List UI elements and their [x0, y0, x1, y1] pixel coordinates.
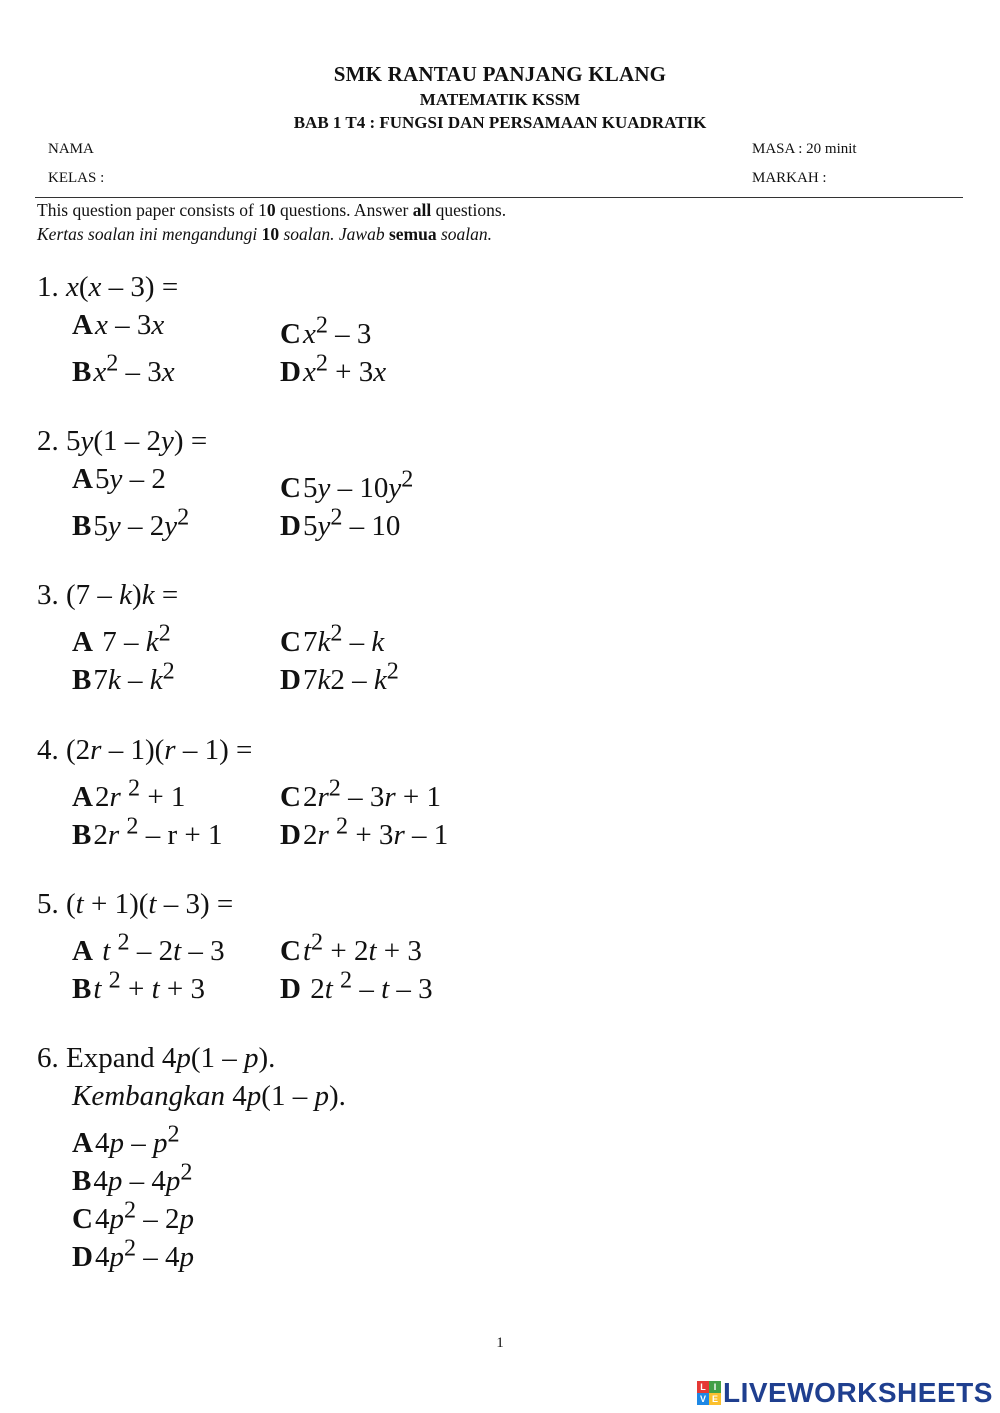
question-1 [37, 268, 387, 388]
question-6-prompt: 6. Expand 4p(1 – p). [37, 1042, 276, 1074]
option-expression: t $^2$ + t + 3 [93, 966, 206, 1005]
option-letter: B [72, 355, 92, 388]
question-6-prompt-malay: Kembangkan 4p(1 – p). [72, 1080, 346, 1112]
question-4 [37, 731, 449, 851]
option-expression: 2r $^2$ + 3r – 1 [302, 812, 449, 851]
question-5 [37, 885, 433, 1005]
option-letter: B [72, 1164, 92, 1197]
option-letter: A [72, 780, 93, 813]
marks-label: MARKAH : [752, 170, 827, 186]
option-d[interactable] [280, 498, 400, 545]
chapter-title: BAB 1 T4 : FUNGSI DAN PERSAMAAN KUADRATIK [293, 113, 707, 132]
option-expression: $x^2 - 3$ [302, 311, 372, 350]
option-letter: B [72, 818, 92, 851]
option-b[interactable] [72, 1153, 346, 1197]
option-letter: B [72, 663, 92, 696]
option-expression: $x^2 + 3x$ [302, 349, 387, 388]
option-d[interactable] [280, 652, 399, 699]
option-expression: $5y - 2y^2$ [93, 503, 190, 542]
option-letter: C [280, 317, 301, 350]
option-b[interactable] [72, 344, 175, 391]
school-name: SMK RANTAU PANJANG KLANG [333, 62, 667, 86]
option-expression: 2r $^2$ + 1 [94, 774, 186, 813]
option-letter: D [280, 818, 301, 851]
option-expression: $7 - k^2$ [94, 619, 171, 658]
option-letter: B [72, 509, 92, 542]
option-a[interactable] [72, 460, 166, 498]
option-d[interactable] [280, 807, 448, 854]
logo-mark-tile: V [697, 1393, 709, 1405]
option-expression: t $^2$ – 2t – 3 [102, 928, 225, 967]
option-letter: A [72, 309, 93, 341]
option-letter: D [280, 509, 301, 542]
option-b[interactable] [72, 961, 205, 1008]
logo-mark-tile: L [697, 1381, 709, 1393]
option-expression: $4p^2 - 4p$ [94, 1234, 195, 1273]
option-letter: D [280, 355, 301, 388]
option-expression: $5y^2 - 10$ [302, 503, 401, 542]
option-expression: $4p - 4p^2$ [93, 1158, 193, 1197]
option-expression: $t^2 + 2t + 3$ [302, 928, 422, 967]
class-label: KELAS : [48, 170, 105, 186]
option-d[interactable] [72, 1229, 346, 1273]
option-d[interactable] [280, 961, 433, 1008]
header-divider [35, 197, 963, 198]
time-label: MASA : 20 minit [752, 141, 857, 157]
option-expression: x – 3x [94, 309, 165, 341]
option-letter: A [72, 625, 93, 658]
option-expression: $x^2 - 3x$ [93, 349, 175, 388]
page-number: 1 [496, 1335, 504, 1351]
question-2 [37, 422, 414, 542]
option-expression: 5y – 2 [94, 463, 166, 495]
option-d[interactable] [280, 344, 386, 391]
option-expression: $4p^2 - 2p$ [94, 1196, 195, 1235]
option-b[interactable] [72, 652, 175, 699]
question-prompt: 5. (t + 1)(t – 3) = [37, 888, 234, 920]
logo-mark-tile: E [709, 1393, 721, 1405]
option-a[interactable] [72, 1115, 346, 1159]
option-letter: C [72, 1202, 93, 1235]
option-expression: 2t $^2$ – t – 3 [302, 966, 433, 1005]
logo-text: LIVEWORKSHEETS [723, 1377, 993, 1408]
instruction-english: This question paper consists of 10 questions. Answer all questions. [37, 200, 507, 220]
option-expression: $4p - p^2$ [94, 1120, 180, 1159]
logo-mark-tile: I [709, 1381, 721, 1393]
option-letter: A [72, 1126, 93, 1159]
option-letter: C [280, 471, 301, 504]
option-letter: D [280, 972, 301, 1005]
option-letter: C [280, 625, 301, 658]
option-letter: D [72, 1240, 93, 1273]
question-prompt: 4. (2r – 1)(r – 1) = [37, 734, 253, 766]
question-3 [37, 576, 399, 696]
option-letter: C [280, 780, 301, 813]
option-expression: $2r^2 - 3r + 1$ [302, 774, 441, 813]
question-prompt: 2. 5y(1 – 2y) = [37, 425, 208, 457]
question-6 [37, 1039, 346, 1273]
question-prompt: 3. (7 – k)k = [37, 579, 179, 611]
option-b[interactable] [72, 807, 222, 854]
option-letter: D [280, 663, 301, 696]
instruction-malay: Kertas soalan ini mengandungi 10 soalan. Jawab semua soalan. [37, 224, 493, 244]
option-expression: $5y - 10y^2$ [302, 465, 414, 504]
option-letter: A [72, 463, 93, 495]
option-b[interactable] [72, 498, 189, 545]
option-expression: $7k - k^2$ [93, 657, 175, 696]
question-prompt: 1. x(x – 3) = [37, 271, 179, 303]
option-letter: B [72, 972, 92, 1005]
option-a[interactable] [72, 306, 164, 344]
subject-title: MATEMATIK KSSM [419, 90, 581, 109]
option-expression: $7k2 - k^2$ [302, 657, 399, 696]
logo-mark-icon [697, 1381, 721, 1405]
option-expression: $7k^2$ – k [302, 619, 385, 658]
option-letter: A [72, 934, 93, 967]
option-c[interactable] [72, 1191, 346, 1235]
liveworksheets-logo [697, 1377, 993, 1409]
option-letter: C [280, 934, 301, 967]
name-label: NAMA [48, 141, 94, 157]
option-expression: 2r $^2$ – r + 1 [93, 812, 223, 851]
